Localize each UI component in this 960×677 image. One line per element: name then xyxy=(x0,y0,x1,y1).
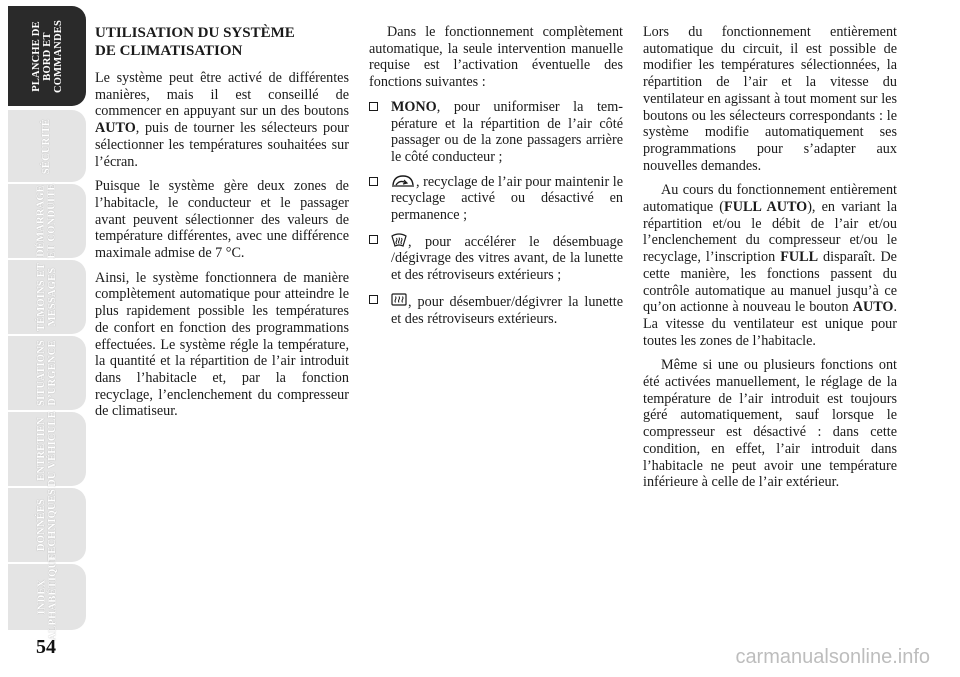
tab-label: TÉMOINS ET MESSAGES xyxy=(35,262,58,332)
full-auto-keyword: FULL AUTO xyxy=(724,199,808,216)
tab-label: ENTRETIEN DU VÉHICULE xyxy=(35,411,58,487)
tab-label: SÉCURITÉ xyxy=(41,118,53,174)
paragraph: Lors du fonctionnement entièrement automatique du circuit, il est possible de modifier les températures sélectionnées, la répartition de l’air et la vitesse du ventilateur en agissant à tout moment sur les boutons ou les sélecteurs correspondants : le système modifie automatiquement ses programmations pour s’adapter aux nouvelles demandes. xyxy=(643,24,897,174)
checkbox-bullet-icon xyxy=(369,177,378,186)
tab-temoins[interactable] xyxy=(8,260,86,334)
tab-donnees[interactable] xyxy=(8,488,86,562)
checkbox-bullet-icon xyxy=(369,295,378,304)
section-tabs xyxy=(0,0,86,677)
column-right xyxy=(643,24,897,499)
text: , pour uniformiser la température et la répartition de l’air côté passager ou de la zone passagers arrière le côté conducteur ; xyxy=(391,98,623,165)
text: ), en variant la répartition et/ou le débit de l’air et/ou l’enclenchement du compresseur et/ou le recyclage, l’inscription xyxy=(643,199,897,266)
full-keyword: FULL xyxy=(780,249,819,266)
page-number: 54 xyxy=(36,636,56,658)
text: , pour accélérer le désembuage /dégivrage des vitres avant, de la lunette et des rétroviseurs extérieurs ; xyxy=(391,233,623,284)
list-item xyxy=(369,174,623,224)
list-item xyxy=(369,232,623,284)
text: Le système peut être activé de différentes manières, mais il est conseillé de commencer en appuyant sur un des boutons xyxy=(95,70,349,120)
tab-securite[interactable] xyxy=(8,110,86,182)
column-middle xyxy=(369,24,623,335)
checkbox-bullet-icon xyxy=(369,235,378,244)
section-heading xyxy=(95,24,349,60)
windscreen-defrost-icon xyxy=(391,232,407,248)
recirculation-icon xyxy=(391,174,415,188)
text: Au cours du fonctionnement entièrement automatique ( xyxy=(643,182,897,216)
text: , puis de tourner les sélecteurs pour sélectionner les températures souhaitées sur l’écran. xyxy=(95,120,349,170)
column-left xyxy=(95,24,349,428)
rear-window-defrost-icon xyxy=(391,292,407,308)
checkbox-bullet-icon xyxy=(369,102,378,111)
paragraph: Puisque le système gère deux zones de l’habitacle, le conducteur et le passager avant peuvent sélectionner des valeurs de température différentes, avec une différence maximale admise de 7 °C. xyxy=(95,178,349,262)
tab-entretien[interactable] xyxy=(8,412,86,486)
paragraph: Dans le fonctionnement complètement automatique, la seule intervention manuelle requise est l’activation éventuelle des fonctions suivantes : xyxy=(369,24,623,91)
tab-demarrage[interactable] xyxy=(8,184,86,258)
tab-planche-de-bord[interactable] xyxy=(8,6,86,106)
tab-index[interactable] xyxy=(8,553,86,641)
tab-situations[interactable] xyxy=(8,336,86,410)
heading-line-2: DE CLIMATISATION xyxy=(95,43,243,59)
heading-line-1: UTILISATION DU SYSTÈME xyxy=(95,25,295,41)
tab-label: SITUATIONS D’URGENCE xyxy=(36,340,58,406)
auto-keyword: AUTO xyxy=(852,299,894,316)
text: , pour désembuer/dégivrer la lunette et des rétroviseurs extérieurs. xyxy=(391,293,623,327)
auto-keyword: AUTO xyxy=(95,120,136,137)
list-item xyxy=(369,292,623,327)
tab-label: PLANCHE DE BORD ET COMMANDES xyxy=(30,19,64,93)
tab-label: DÉMARRAGE ET CONDUITE xyxy=(35,183,58,259)
tab-label: INDEX ALPHABÉTIQUE xyxy=(36,553,58,641)
paragraph: Même si une ou plusieurs fonctions ont été activées manuellement, le réglage de la température de l’air introduit est toujours géré automatiquement, sauf lorsque le compresseur est désactivé : dans cette condition, en effet, l’air introduit dans l’habitacle ne peut avoir une température inférieure à celle de l’air extérieur. xyxy=(643,357,897,491)
text: disparaît. De cette manière, les fonctions passent du contrôle automatique au manuel jusqu’à ce qu’on actionne à nouveau le bouton xyxy=(643,249,897,316)
watermark: carmanualsonline.info xyxy=(735,646,930,668)
list-item xyxy=(369,99,623,166)
paragraph xyxy=(643,182,897,349)
function-list xyxy=(369,99,623,327)
paragraph: Ainsi, le système fonctionnera de manière complètement automatique pour atteindre le plus rapidement possible les températures de confort en fonction des programmations effectuées. Le système régle la température, la quantité et la répartition de l’air introduit dans l’habitacle et, par la fonction recyclage, l’enclenchement du compresseur de climatiseur. xyxy=(95,269,349,420)
tab-label: DONNÉES TECHNIQUES xyxy=(36,488,58,562)
text: . La vitesse du ventilateur est unique pour toutes les zones de l’habitacle. xyxy=(643,299,897,349)
paragraph xyxy=(95,70,349,170)
text: , recyclage de l’air pour maintenir le recyclage activé ou désactivé en permanence ; xyxy=(391,173,623,224)
mono-keyword: MONO xyxy=(391,98,437,115)
